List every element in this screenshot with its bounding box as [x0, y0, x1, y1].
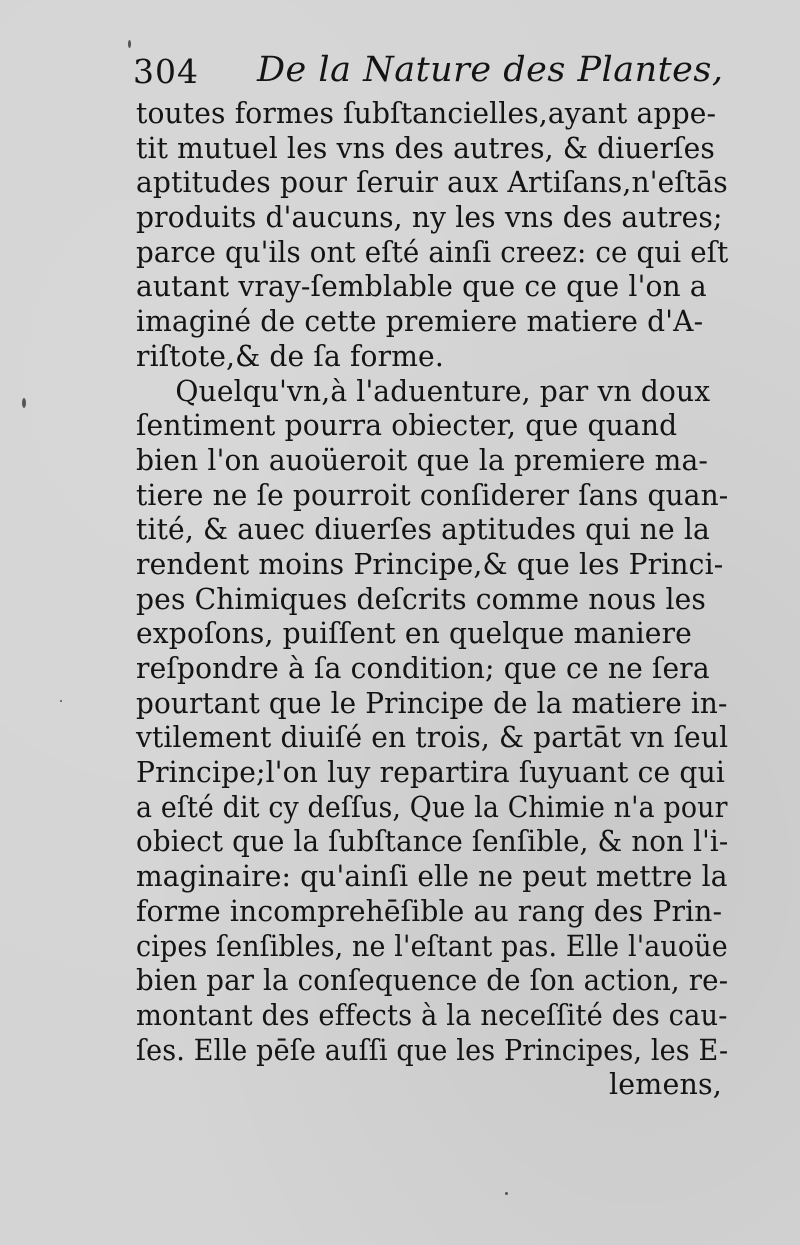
text-line: vtilement diuiſé en trois, & partāt vn ſeul — [136, 721, 729, 755]
text-line: produits d'aucuns, ny les vns des autres; — [136, 201, 723, 235]
text-line: bien l'on auoüeroit que la premiere ma- — [136, 443, 709, 477]
text-line: ſes. Elle pēſe auſſi que les Principes, les E- — [136, 1033, 729, 1067]
text-line: cipes ſenſibles, ne l'eſtant pas. Elle l'auoüe — [136, 929, 728, 963]
text-line: riſtote,& de ſa forme. — [136, 339, 444, 373]
text-line: rendent moins Principe,& que les Princi- — [136, 547, 724, 581]
catchword: lemens, — [609, 1068, 722, 1102]
text-line: pes Chimiques deſcrits comme nous les — [136, 582, 706, 616]
running-title: De la Nature des Plantes, — [257, 50, 724, 90]
text-line: imaginé de cette premiere matiere d'A- — [136, 305, 704, 339]
text-line: bien par la conſequence de ſon action, re- — [136, 964, 729, 998]
text-line: aptitudes pour ſeruir aux Artiſans,n'eſtās — [136, 166, 728, 200]
text-line: autant vray-ſemblable que ce que l'on a — [136, 270, 707, 304]
paper-speck — [505, 1192, 508, 1195]
paragraph-start-line: Quelqu'vn,à l'aduenture, par vn doux — [175, 374, 711, 408]
text-line: reſpondre à ſa condition; que ce ne ſera — [136, 652, 710, 685]
text-line: tiere ne ſe pourroit conſiderer ſans quan- — [136, 478, 729, 512]
text-line: forme incomprehēſible au rang des Prin- — [136, 894, 723, 928]
page-number: 304 — [133, 52, 199, 91]
text-line: expoſons, puiſſent en quelque maniere — [136, 617, 692, 651]
text-line: parce qu'ils ont eſté ainſi creez: ce qui eſt — [136, 235, 729, 269]
text-line: tité, & auec diuerſes aptitudes qui ne la — [136, 513, 710, 547]
text-line: obiect que la ſubſtance ſenſible, & non l'i- — [136, 825, 729, 859]
text-line: ſentiment pourra obiecter, que quand — [136, 409, 678, 443]
text-line: pourtant que le Principe de la matiere in- — [136, 686, 728, 720]
text-line: tit mutuel les vns des autres, & diuerſes — [136, 131, 715, 165]
page-header — [133, 46, 724, 98]
text-line: toutes formes ſubſtancielles,ayant appe- — [136, 97, 717, 130]
text-line: Principe;l'on luy repartira ſuyuant ce qui — [136, 756, 725, 790]
text-line: montant des effects à la neceſſité des cau- — [136, 998, 728, 1032]
paper-speck — [128, 40, 131, 48]
paper-speck — [60, 700, 62, 702]
body-text — [136, 97, 736, 1103]
text-line: maginaire: qu'ainſi elle ne peut mettre la — [136, 860, 728, 894]
paper-speck — [22, 398, 26, 408]
text-line: a eſté dit cy deſſus, Que la Chimie n'a pour — [136, 790, 728, 824]
